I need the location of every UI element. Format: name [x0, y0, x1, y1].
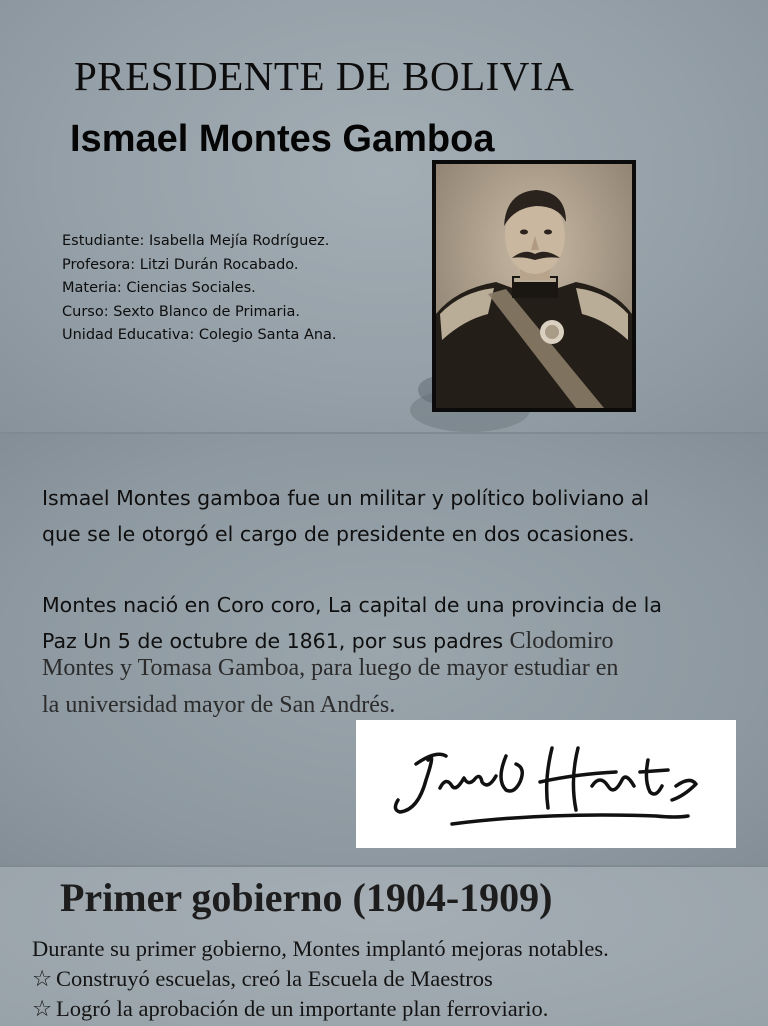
- info-teacher: Profesora: Litzi Durán Rocabado.: [62, 256, 299, 273]
- bio-line: la universidad mayor de San Andrés.: [42, 692, 396, 718]
- section-heading: Primer gobierno (1904-1909): [60, 875, 553, 920]
- bio-line: Paz Un 5 de octubre de 1861, por sus padres: [42, 629, 510, 653]
- bio-line-mixed: [42, 623, 662, 659]
- portrait-photo: [432, 160, 636, 412]
- signature-icon: [356, 720, 736, 848]
- list-item-text: Logró la aprobación de un importante plan ferroviario.: [56, 996, 549, 1021]
- bio-line: que se le otorgó el cargo de presidente en dos ocasiones.: [42, 522, 635, 546]
- info-course: Curso: Sexto Blanco de Primaria.: [62, 303, 301, 320]
- info-school: Unidad Educativa: Colegio Santa Ana.: [62, 327, 337, 343]
- bio-line: Ismael Montes gamboa fue un militar y político boliviano al: [42, 486, 650, 510]
- star-icon: ☆: [32, 966, 53, 991]
- intro-text: Durante su primer gobierno, Montes implantó mejoras notables.: [32, 936, 609, 961]
- page-title: PRESIDENTE DE BOLIVIA: [74, 53, 575, 99]
- portrait-icon: [436, 164, 632, 408]
- list-item-text: Construyó escuelas, creó la Escuela de Maestros: [56, 966, 493, 991]
- star-icon: ☆: [32, 996, 53, 1021]
- bio-line: Montes y Tomasa Gamboa, para luego de mayor estudiar en: [42, 655, 619, 681]
- bio-line-serif: Clodomiro: [509, 628, 614, 654]
- bio-line: Montes nació en Coro coro, La capital de una provincia de la: [42, 593, 662, 617]
- list-item: [32, 996, 548, 1022]
- slide-title: [0, 0, 768, 432]
- list-item: [32, 966, 493, 992]
- student-info: [62, 230, 337, 348]
- bio-paragraph-2: [42, 587, 662, 659]
- president-name: Ismael Montes Gamboa: [70, 118, 495, 160]
- signature-image: [356, 720, 736, 848]
- info-subject: Materia: Ciencias Sociales.: [62, 280, 256, 296]
- info-student: Estudiante: Isabella Mejía Rodríguez.: [62, 233, 330, 249]
- bio-paragraph-1: [42, 480, 649, 552]
